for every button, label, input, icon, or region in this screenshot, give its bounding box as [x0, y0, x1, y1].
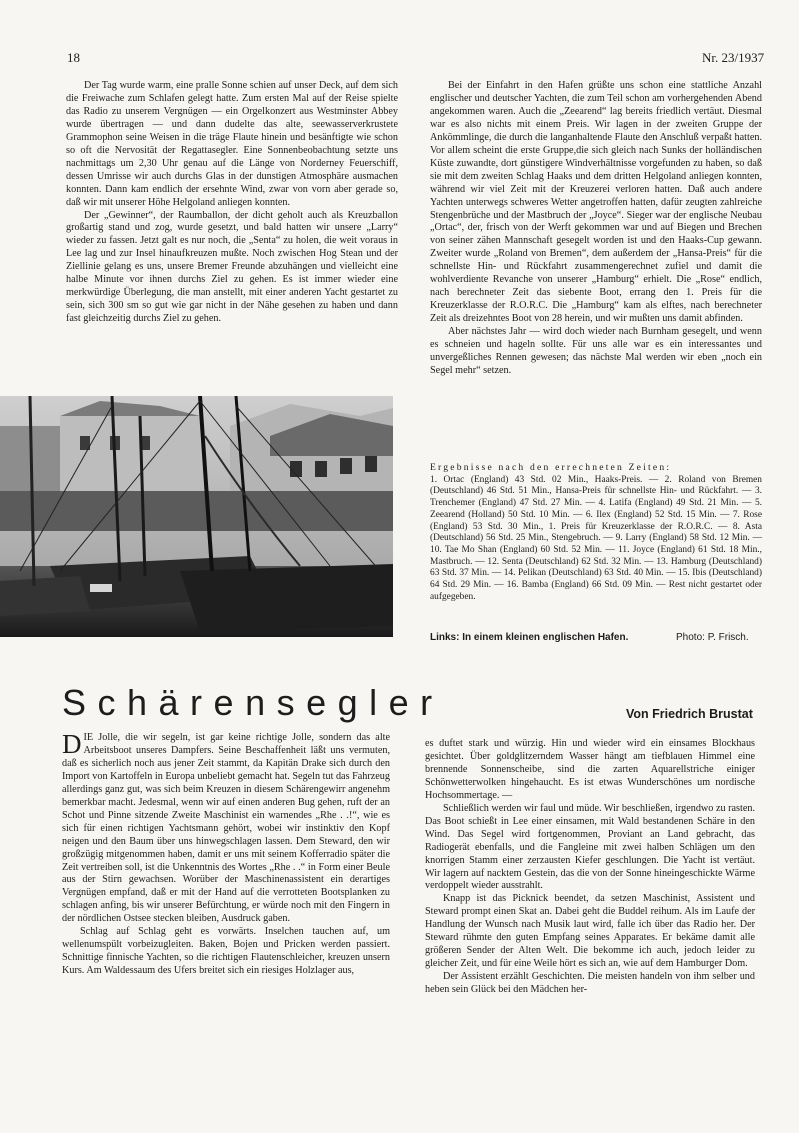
paragraph-text: IE Jolle, die wir segeln, ist gar keine richtige Jolle, sondern das alte Arbeitsboot unseres Dampfers. Seine Beschaffenheit läßt uns vermuten, daß es sicherlich noch aus jener Zeit stammt, da Kapitän Drake sich durch den Import von Kartoffeln in Europa unbeliebt gemacht hat. Segeln tut das Fahrzeug allerdings ganz gut, was sich beim Kreuzen in diesem Schärengewirr angenehm bemerkbar macht. Jedesmal, wenn wir auf einen anderen Bug gehen, ruft der an Schot und Pinne sitzende Zweite Maschinist ein warnendes „Rhe . .!“, wie es sich für einen richtigen Yachtsmann gehört, wobei wir instinktiv den Kopf neigen und den Baum über uns hinwegschlagen lassen. Dem Steward, den wir großzügig mitgenommen haben, damit er uns mit seinem Kofferradio später die Zeit vertreiben soll, ist die Unkenntnis des Wortes „Rhe . .“ in Form einer Beule aus der Stirn gewachsen. Worüber der Maschinenassistent ein derartiges Vergnügen empfand, daß er mit der Hand auf die verrotteten Bootsplanken zu schlagen anfing, bis wir unserer Befürchtung, er würde noch mit den Fingern in der nördlichen Ostsee stecken bleiben, Ausdruck gaben. — [62, 732, 390, 925]
paragraph: Der Tag wurde warm, eine pralle Sonne schien auf unser Deck, auf dem sich die Freiwache zum Schlafen gelegt hatte. Zum ersten Mal auf der Reise spielte das Radio zu unserem Vergnügen — ein Orgelkonzert aus Westminster Abbey wurde übertragen — und dann dudelte das alte, seewasserverkrustete Grammophon seine Weisen in die träge Flaute hinein und besänftigte wie schon so oft die Nervosität der Regattasegler. Eine Sonnenbeobachtung setzte uns nachmittags um 2,30 Uhr genau auf die Länge von Norderney Feuerschiff, dessen Umrisse wir auch durchs Glas in der dunstigen Atmosphäre ausmachen konnten. Dann kam endlich der ersehnte Wind, zwar von vorn aber gerade so, daß wir mit unserer Höhe Helgoland anliegen konnten. — [66, 80, 398, 208]
paragraph: Der Assistent erzählt Geschichten. Die meisten handeln von ihm selber und heben sein Glück bei den Mädchen her- — [425, 971, 755, 996]
photo-credit: Photo: P. Frisch. — [676, 632, 749, 643]
results-heading: Ergebnisse nach den errechneten Zeiten: — [430, 462, 672, 473]
article-byline: Von Friedrich Brustat — [626, 707, 753, 721]
results-list: 1. Ortac (England) 43 Std. 02 Min., Haaks-Preis. — 2. Roland von Bremen (Deutschland) 46 Std. 51 Min., Hansa-Preis für schnellste Hin- und Rückfahrt. — 3. Trenchemer (England) 47 Std. 27 Min. — 4. Latifa (England) 49 Std. 21 Min. — 5. Zeearend (Holland) 50 Std. 10 Min. — 6. Ilex (England) 52 Std. 15 Min. — 7. Rose (England) 53 Std. 30 Min., 1. Preis für Kreuzerklasse der R.O.R.C. — 8. Asta (Deutschland) 56 Std. 25 Min., Stengebruch. — 9. Larry (England) 58 Std. 12 Min. — 10. Tae Mo Shan (England) 60 Std. 52 Min. — 11. Joyce (England) 61 Std. 18 Min., Mastbruch. — 12. Senta (Deutschland) 62 Std. 32 Min. — 13. Hamburg (Deutschland) 63 Std. 37 Min. — 14. Pelikan (Deutschland) 63 Std. 40 Min. — 15. Ibis (Deutschland) 64 Std. 29 Min. — 16. Bamba (England) 66 Std. 09 Min. — Rest nicht gestartet oder aufgegeben. — [430, 474, 762, 602]
paragraph: es duftet stark und würzig. Hin und wieder wird ein einsames Blockhaus gesichtet. Über goldglitzerndem Wasser hängt am tiefblauen Himmel eine brennende Sonnenscheibe, sind die zarten Aquarellstriche einiger Schönwetterwolken hingehaucht. Es ist etwas Wunderschönes um nordische Hochsommertage. — — [425, 738, 755, 801]
harbor-scene-illustration — [0, 396, 393, 637]
paragraph: Schließlich werden wir faul und müde. Wir beschließen, irgendwo zu rasten. Das Boot schießt in Lee einer einsamen, mit Wald bestandenen Schäre in den Wind. Das Segel wird fortgenommen, Proviant an Land gebracht, das Radiogerät ebenfalls, und die Fangleine mit zwei halben Schlägen um den knorrigen Stamm einer zerzausten Kiefer geschlungen. Die Yacht ist vertäut. Wir lagern auf nacktem Gestein, das die von der Sonne hineingeschickte Wärme verdoppelt wieder ausstrahlt. — [425, 802, 755, 892]
article-title: Schärensegler — [62, 682, 444, 723]
photo-caption: Links: In einem kleinen englischen Hafen. — [430, 632, 629, 643]
harbor-photo — [0, 396, 393, 637]
paragraph: Bei der Einfahrt in den Hafen grüßte uns schon eine stattliche Anzahl englischer und deutscher Yachten, die zum Teil schon am vorhergehenden Abend angekommen waren. Auch die „Zeearend“ lag bereits friedlich vertäut. Diesmal war es also nichts mit einem Preis. Wir lagen in der zweiten Gruppe der Ankömmlinge, die durch die langanhaltende Flaute den Anschluß verpaßt hatten. Vor allem scheint die erste Gruppe,die sich gleich nach Sunks der holländischen Küste zuwandte, dort günstigere Windverhältnisse vorgefunden zu haben, so daß sie mit dem zweiten Schlag Haaks und dem dritten Helgoland anliegen konnten, während wir viel Zeit mit der Kreuzerei verloren hatten. Daß auch andere Yachten unterwegs schweres Wetter angetroffen hatten, dafür zeugten zahlreiche Stengenbrüche und der Mastbruch der „Joyce“. Sieger war der englische Neubau „Ortac“, der, frisch von der Werft gekommen war und auf Biegen und Brechen von seiner zähen Mannschaft gesegelt worden ist und den Haaks-Cup gewann. Zweiter wurde „Roland von Bremen“, dem außerdem der „Hansa-Preis“ für die schnellste Hin- und Rückfahrt zusammengerechnet zufiel und damit die wohlverdiente Revanche von unserer „Hamburg“ erhielt. Die „Rose“ endlich, nach berechneter Zeit das siebente Boot, errang den 1. Preis für die Kreuzerklasse der R.O.R.C. Die „Hamburg“ kam als elftes, nach berechneter Zeit als dreizehntes Boot von 28 herein, und wir mußten uns damit abfinden. — [430, 80, 762, 325]
article-right-column — [425, 738, 755, 997]
article-left-column — [62, 729, 390, 978]
paragraph: Der „Gewinner“, der Raumballon, der dicht geholt auch als Kreuzballon großartig stand und zog, wurde gesetzt, und bald hatten wir unsere „Larry“ wieder zu fassen. Jetzt galt es nur noch, die „Senta“ zu holen, die weit voraus in Lee lag und zur Insel hinaufkreuzen mußte. Noch zwischen Hog Stean und der Ziellinie gelang es uns, unsere Bremer Freunde abzuhängen und vielleicht eine halbe Minute vor ihnen durchs Ziel zu gehen. Es ist immer wieder eine merkwürdige Überlegung, die man anstellt, mit einer anderen Yacht gestartet zu sein, sich 300 sm so gut wie gar nicht in der Nähe gesehen zu haben und dann fast gleichzeitig durchs Ziel zu gehen. — [66, 209, 398, 325]
paragraph: Schlag auf Schlag geht es vorwärts. Inselchen tauchen auf, um wellenumspült vorbeizugleiten. Baken, Bojen und Pricken werden passiert. Schnittige finnische Yachten, so die richtigen Flautenschleicher, kreuzen unsern Kurs. Am Waldessaum des Ufers breitet sich ein riesiges Holzlager aus, — [62, 926, 390, 977]
race-results — [430, 462, 762, 603]
paragraph — [62, 729, 390, 926]
paragraph: Aber nächstes Jahr — wird doch wieder nach Burnham gesegelt, und wenn es schneien und hageln sollte. Für uns alle war es ein interessantes und unvergeßliches Rennen gewesen; das nächste Mal werden wir eben „noch ein Segel mehr“ setzen. — [430, 326, 762, 376]
issue-number: Nr. 23/1937 — [702, 50, 765, 65]
drop-cap: D — [62, 729, 82, 759]
top-right-column — [430, 80, 762, 378]
page-number: 18 — [67, 50, 80, 65]
paragraph: Knapp ist das Picknick beendet, da setzen Maschinist, Assistent und Steward prompt einen Skat an. Dabei geht die Buddel reihum. Als im Laufe der Handlung der Wunsch nach Musik laut wird, falle ich über das Radio her. Der Steward rühmte den guten Empfang seines Apparates. Er bekäme damit alle größeren Sender der Alten Welt. Die bekomme ich auch, jedoch leider zu gleicher Zeit, und für eine Weile hört es sich an, wie auf dem Hamburger Dom. — [425, 893, 755, 970]
top-left-column — [66, 80, 398, 326]
